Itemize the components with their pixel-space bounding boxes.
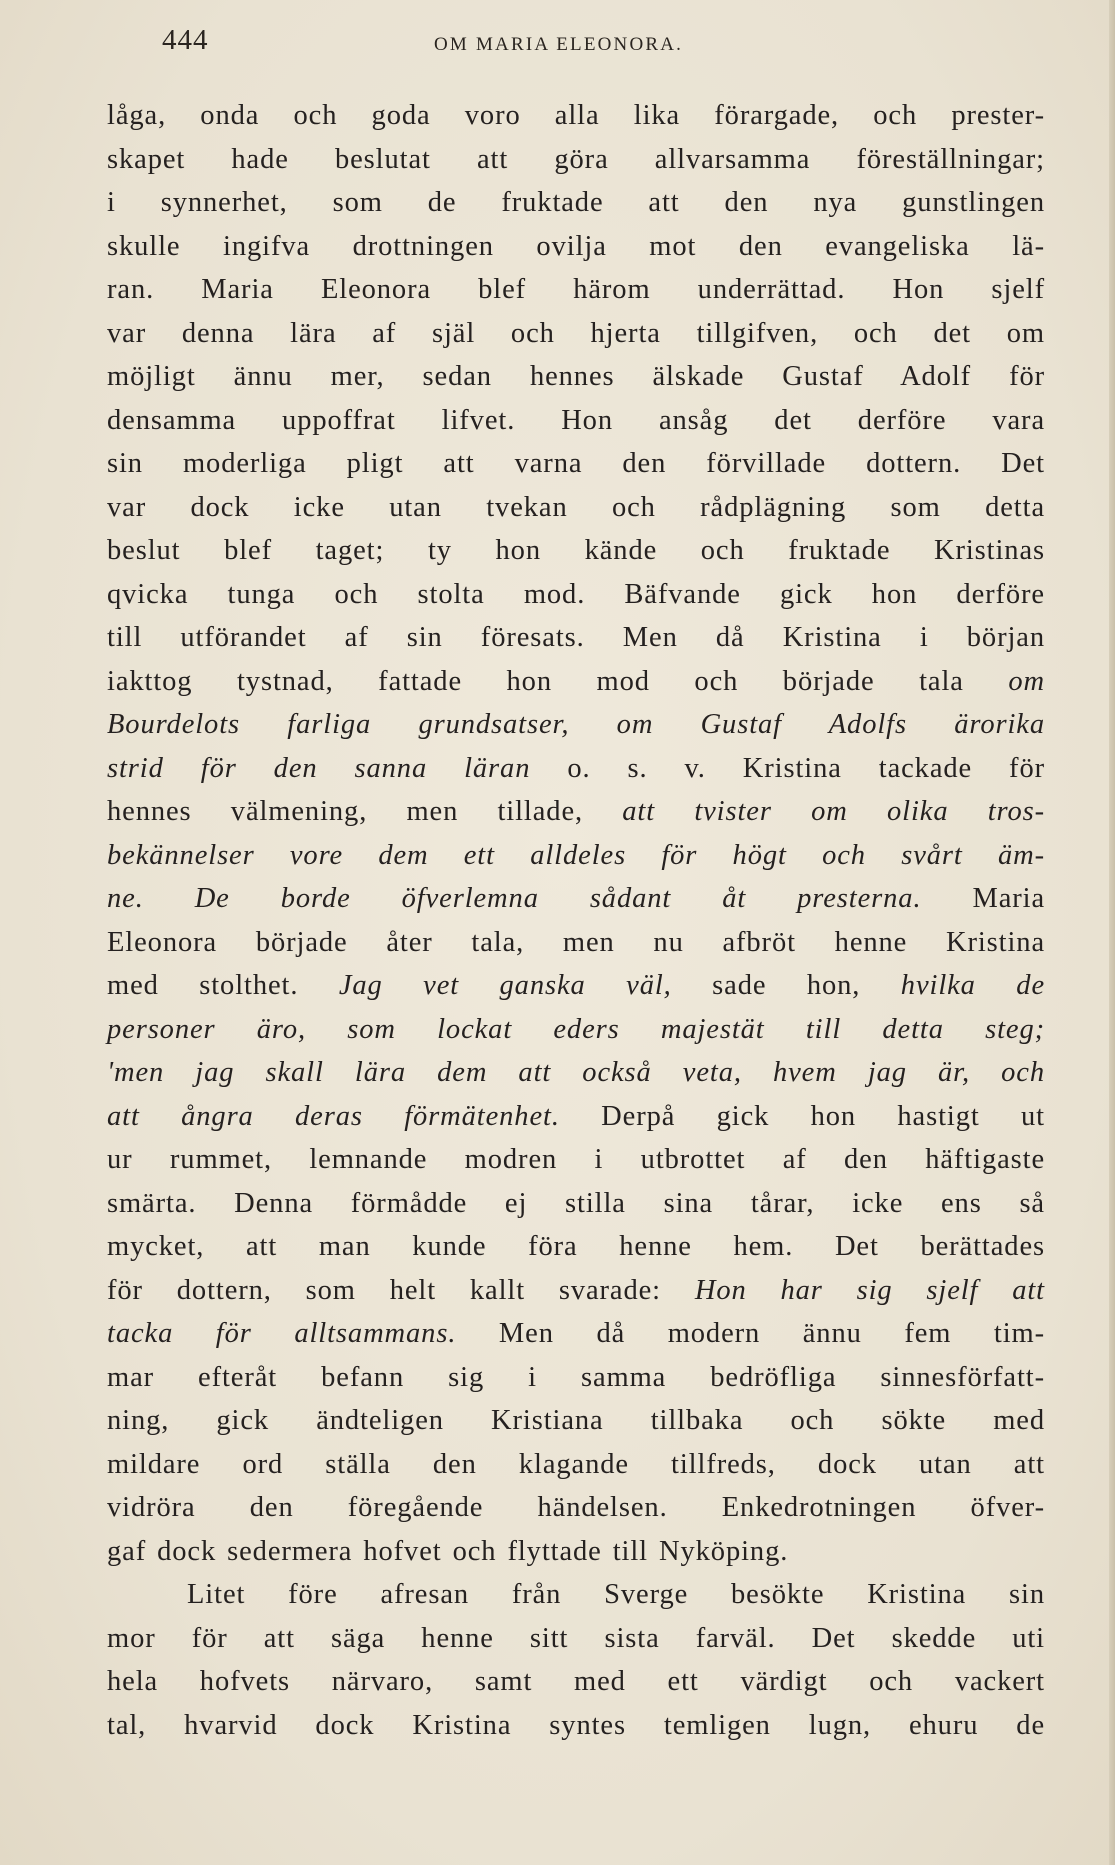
text-span: vidröra den föregående händelsen. Enkedrotningen öfver- <box>107 1492 1045 1523</box>
text-line <box>107 1182 1045 1226</box>
text-span: ur rummet, lemnande modren i utbrottet af den häftigaste <box>107 1144 1045 1175</box>
running-title: OM MARIA ELEONORA. <box>434 34 684 55</box>
text-line <box>107 529 1045 573</box>
text-span: hennes välmening, men tillade, <box>107 796 623 827</box>
italic-text: tacka för alltsammans. <box>107 1318 457 1349</box>
text-span: tal, hvarvid dock Kristina syntes temligen lugn, ehuru de <box>107 1709 1045 1741</box>
text-line <box>107 1486 1045 1530</box>
text-span: Maria <box>921 883 1045 914</box>
text-line <box>107 442 1045 486</box>
italic-text: bekännelser vore dem ett alldeles för högt och svårt äm- <box>107 839 1045 871</box>
text-line <box>107 1530 1045 1574</box>
text-span: låga, onda och goda voro alla lika förargade, och prester- <box>107 100 1045 131</box>
text-span: densamma uppoffrat lifvet. Hon ansåg det derföre vara <box>107 404 1045 436</box>
text-line <box>107 1312 1045 1356</box>
italic-text: hvilka de <box>900 970 1045 1001</box>
body-text <box>107 94 1045 1747</box>
text-span: beslut blef taget; ty hon kände och fruktade Kristinas <box>107 535 1045 566</box>
text-line <box>107 1269 1045 1313</box>
text-span: smärta. Denna förmådde ej stilla sina tårar, icke ens så <box>107 1187 1045 1219</box>
text-line <box>107 660 1045 704</box>
text-line <box>107 1051 1045 1095</box>
text-span: till utförandet af sin föresats. Men då Kristina i början <box>107 622 1045 653</box>
text-span: för dottern, som helt kallt svarade: <box>107 1274 695 1306</box>
text-line <box>107 1443 1045 1487</box>
text-span: skulle ingifva drottningen ovilja mot den evangeliska lä- <box>107 230 1045 262</box>
italic-text: att ångra deras förmätenhet. <box>107 1100 560 1132</box>
text-span: Eleonora började åter tala, men nu afbröt henne Kristina <box>107 926 1045 958</box>
italic-text: om <box>1008 665 1045 697</box>
text-span: mor för att säga henne sitt sista farväl. Det skedde uti <box>107 1622 1045 1654</box>
text-span: mar efteråt befann sig i samma bedröfliga sinnesförfatt- <box>107 1361 1045 1393</box>
text-line <box>107 225 1045 269</box>
text-line <box>107 573 1045 617</box>
text-span: i synnerhet, som de fruktade att den nya gunstlingen <box>107 187 1045 218</box>
text-span: Litet före afresan från Sverge besökte Kristina sin <box>187 1579 1045 1610</box>
text-line <box>107 94 1045 138</box>
text-line <box>107 921 1045 965</box>
text-line <box>107 1008 1045 1052</box>
text-span: ran. Maria Eleonora blef härom underrättad. Hon sjelf <box>107 274 1045 305</box>
text-line <box>107 312 1045 356</box>
italic-text: Jag vet ganska väl, <box>338 970 672 1001</box>
text-span: o. s. v. Kristina tackade för <box>530 752 1045 784</box>
text-line <box>107 1573 1045 1617</box>
text-line <box>107 877 1045 921</box>
page-number: 444 <box>162 24 209 56</box>
text-span: Derpå gick hon hastigt ut <box>559 1100 1046 1132</box>
text-line <box>107 1095 1045 1139</box>
text-line <box>107 703 1045 747</box>
text-span: gaf dock sedermera hofvet och flyttade till Nyköping. <box>107 1535 789 1567</box>
italic-text: ne. De borde öfverlemna sådant åt presterna. <box>107 883 922 914</box>
italic-text: Bourdelots farliga grundsatser, om Gustaf Adolfs ärorika <box>107 709 1045 740</box>
italic-text: personer äro, som lockat eders majestät till detta steg; <box>107 1013 1045 1045</box>
page-edge <box>1109 0 1115 1865</box>
text-line <box>107 355 1045 399</box>
italic-text: Hon har sig sjelf att <box>694 1274 1045 1306</box>
text-line <box>107 268 1045 312</box>
text-span: hela hofvets närvaro, samt med ett värdigt och vackert <box>107 1666 1045 1697</box>
text-line <box>107 1399 1045 1443</box>
text-line <box>107 486 1045 530</box>
text-span: Men då modern ännu fem tim- <box>456 1318 1045 1349</box>
text-line <box>107 181 1045 225</box>
text-line <box>107 790 1045 834</box>
text-span: qvicka tunga och stolta mod. Bäfvande gick hon derföre <box>107 578 1045 610</box>
text-span: ning, gick ändteligen Kristiana tillbaka och sökte med <box>107 1405 1045 1436</box>
text-line <box>107 1660 1045 1704</box>
text-line <box>107 1225 1045 1269</box>
text-span: möjligt ännu mer, sedan hennes älskade Gustaf Adolf för <box>107 361 1045 392</box>
text-span: mildare ord ställa den klagande tillfreds, dock utan att <box>107 1448 1045 1480</box>
text-line <box>107 616 1045 660</box>
text-line <box>107 834 1045 878</box>
text-span: var dock icke utan tvekan och rådplägning som detta <box>107 491 1045 523</box>
text-line <box>107 1356 1045 1400</box>
text-span: skapet hade beslutat att göra allvarsamma föreställningar; <box>107 143 1045 175</box>
italic-text: 'men jag skall lära dem att också veta, hvem jag är, och <box>107 1057 1045 1088</box>
page-header <box>162 24 962 74</box>
text-span: var denna lära af själ och hjerta tillgifven, och det om <box>107 317 1045 349</box>
text-span: sade hon, <box>671 970 901 1001</box>
text-line <box>107 1704 1045 1748</box>
text-span: mycket, att man kunde föra henne hem. Det berättades <box>107 1231 1045 1262</box>
text-line <box>107 399 1045 443</box>
text-line <box>107 747 1045 791</box>
text-span: iakttog tystnad, fattade hon mod och började tala <box>107 665 1009 697</box>
text-line <box>107 1138 1045 1182</box>
italic-text: att tvister om olika tros- <box>622 796 1045 827</box>
text-span: sin moderliga pligt att varna den förvillade dottern. Det <box>107 448 1045 479</box>
text-span: med stolthet. <box>107 970 339 1001</box>
text-line <box>107 138 1045 182</box>
italic-text: strid för den sanna läran <box>107 752 531 784</box>
text-line <box>107 964 1045 1008</box>
text-line <box>107 1617 1045 1661</box>
